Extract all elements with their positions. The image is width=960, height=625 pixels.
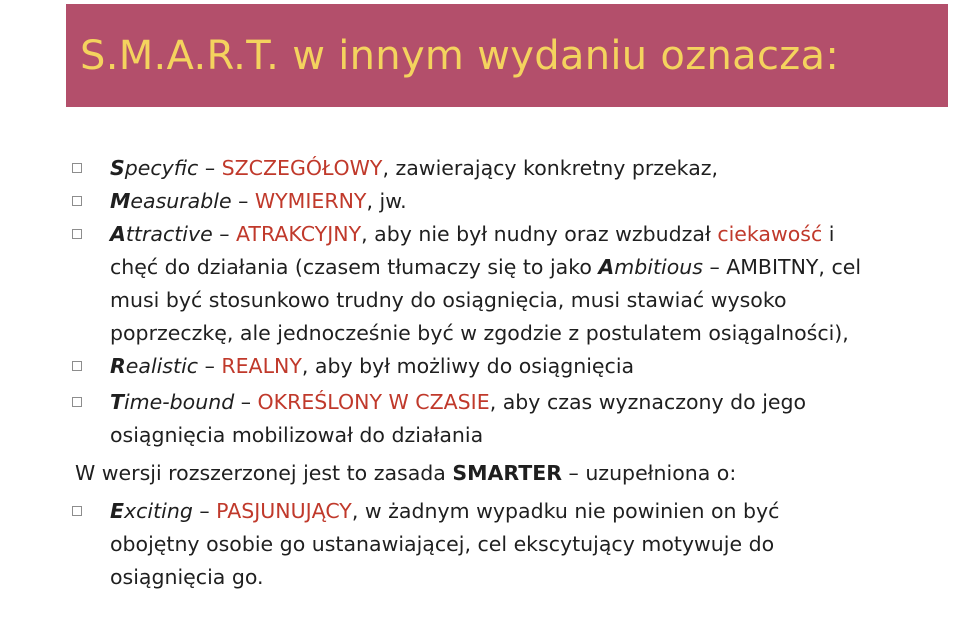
item-text: , aby czas wyznaczony do jego bbox=[489, 390, 807, 414]
item-line bbox=[110, 218, 920, 251]
item-term: SZCZEGÓŁOWY bbox=[221, 156, 383, 180]
list-item-time-bound bbox=[0, 386, 960, 452]
item-dash: – bbox=[234, 390, 258, 414]
smarter-note bbox=[0, 457, 960, 490]
item-line bbox=[110, 350, 920, 383]
item-line: osiągnięcia mobilizował do działania bbox=[110, 423, 484, 447]
item-dash: – bbox=[198, 354, 222, 378]
item-dash: – bbox=[231, 189, 255, 213]
square-bullet-icon bbox=[72, 397, 82, 407]
item-line bbox=[110, 152, 920, 185]
item-initial: A bbox=[598, 255, 615, 279]
square-bullet-icon bbox=[72, 163, 82, 173]
item-text: , aby nie był nudny oraz wzbudzał bbox=[361, 222, 718, 246]
list-item-realistic bbox=[0, 350, 960, 383]
item-initial: M bbox=[110, 189, 131, 213]
item-text: chęć do działania (czasem tłumaczy się to jako bbox=[110, 255, 599, 279]
item-dash: – bbox=[198, 156, 222, 180]
square-bullet-icon bbox=[72, 229, 82, 239]
item-word: ttractive bbox=[125, 222, 213, 246]
item-initial: S bbox=[110, 156, 125, 180]
item-line: obojętny osobie go ustanawiającej, cel ekscytujący motywuje do bbox=[110, 532, 775, 556]
item-dash: – bbox=[192, 499, 217, 523]
note-text: W wersji rozszerzonej jest to zasada bbox=[75, 461, 453, 485]
item-initial: T bbox=[110, 390, 124, 414]
item-term: OKREŚLONY W CZASIE bbox=[257, 390, 490, 414]
item-initial: A bbox=[110, 222, 126, 246]
item-line bbox=[110, 495, 920, 528]
item-initial: E bbox=[110, 499, 125, 523]
square-bullet-icon bbox=[72, 361, 82, 371]
item-text: – AMBITNY, cel bbox=[702, 255, 862, 279]
item-line: musi być stosunkowo trudny do osiągnięcia, musi stawiać wysoko bbox=[110, 288, 787, 312]
item-word: easurable bbox=[130, 189, 232, 213]
item-term: REALNY bbox=[221, 354, 302, 378]
item-word: mbitious bbox=[614, 255, 703, 279]
item-line: poprzeczkę, ale jednocześnie być w zgodzie z postulatem osiągalności), bbox=[110, 321, 849, 345]
bullet-list bbox=[0, 152, 960, 594]
item-text-2: i bbox=[822, 222, 835, 246]
note-text: – uzupełniona o: bbox=[562, 461, 737, 485]
item-term: ATRAKCYJNY bbox=[236, 222, 362, 246]
item-line bbox=[110, 251, 920, 284]
square-bullet-icon bbox=[72, 196, 82, 206]
item-text: , aby był możliwy do osiągnięcia bbox=[301, 354, 635, 378]
item-text: , zawierający konkretny przekaz, bbox=[382, 156, 719, 180]
item-line bbox=[110, 386, 920, 419]
item-term: PASJUNUJĄCY bbox=[216, 499, 352, 523]
item-initial: R bbox=[110, 354, 126, 378]
list-item-attractive bbox=[0, 218, 960, 350]
item-line bbox=[110, 185, 920, 218]
item-text: , jw. bbox=[366, 189, 407, 213]
slide-title: S.M.A.R.T. w innym wydaniu oznacza: bbox=[80, 33, 840, 79]
item-term-2: ciekawość bbox=[717, 222, 823, 246]
list-item-measurable bbox=[0, 185, 960, 218]
item-word: xciting bbox=[124, 499, 193, 523]
item-line: osiągnięcia go. bbox=[110, 565, 264, 589]
square-bullet-icon bbox=[72, 506, 82, 516]
item-text: , w żadnym wypadku nie powinien on być bbox=[351, 499, 780, 523]
item-word: ime-bound bbox=[123, 390, 235, 414]
item-word: ealistic bbox=[125, 354, 199, 378]
item-term: WYMIERNY bbox=[254, 189, 367, 213]
item-dash: – bbox=[212, 222, 236, 246]
note-bold: SMARTER bbox=[452, 461, 563, 485]
list-item-exciting bbox=[0, 495, 960, 594]
item-word: pecyfic bbox=[124, 156, 199, 180]
list-item-specyfic bbox=[0, 152, 960, 185]
